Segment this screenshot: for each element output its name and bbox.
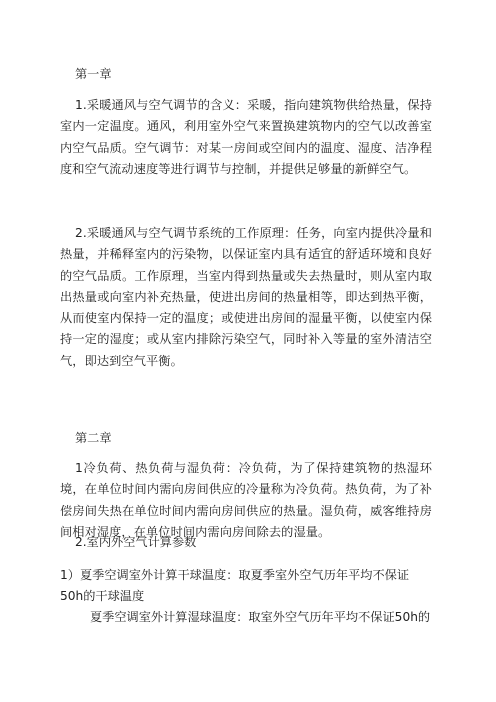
paragraph-hvac-principle: 2.采暖通风与空气调节系统的工作原理：任务，向室内提供冷量和热量，并稀释室内的污染物，以保证室内具有适宜的舒适环境和良好的空气品质。工作原理，当室内得到热量或失去热量时，则从室内取出热量或向室内补充热量，使进出房间的热量相等，即达到热平衡，从而使室内保持一定的温度；或使进出房间的湿量平衡，以使室内保持一定的湿度；或从室内排除污染空气，同时补入等量的室外清洁空气，即达到空气平衡。: [60, 226, 432, 368]
item-summer-dry-bulb-line1: 1）夏季空调室外计算干球温度：取夏季室外空气历年平均不保证: [60, 568, 410, 582]
item-summer-wet-bulb: 夏季空调室外计算湿球温度：取室外空气历年平均不保证50h的: [90, 610, 431, 624]
item-summer-dry-bulb-line2: 50h的干球温度: [60, 589, 145, 603]
paragraph-loads: 1冷负荷、热负荷与湿负荷：冷负荷，为了保持建筑物的热湿环境，在单位时间内需向房间供应的冷量称为冷负荷。热负荷，为了补偿房间失热在单位时间内需向房间供应的热量。湿负荷，威客维持房间相对湿度，在单位时间内需向房间除去的湿量。: [60, 461, 432, 539]
section-heading-design-parameters: 2.室内外空气计算参数: [75, 535, 197, 549]
chapter-2-heading: 第二章: [75, 431, 112, 445]
paragraph-hvac-definition: 1.采暖通风与空气调节的含义：采暖，指向建筑物供给热量，保持室内一定温度。通风，利用室外空气来置换建筑物内的空气以改善室内空气品质。空气调节：对某一房间或空间内的温度、湿度、洁净程度和空气流动速度等进行调节与控制，并提供足够量的新鲜空气。: [60, 98, 432, 176]
chapter-1-heading: 第一章: [75, 67, 112, 81]
